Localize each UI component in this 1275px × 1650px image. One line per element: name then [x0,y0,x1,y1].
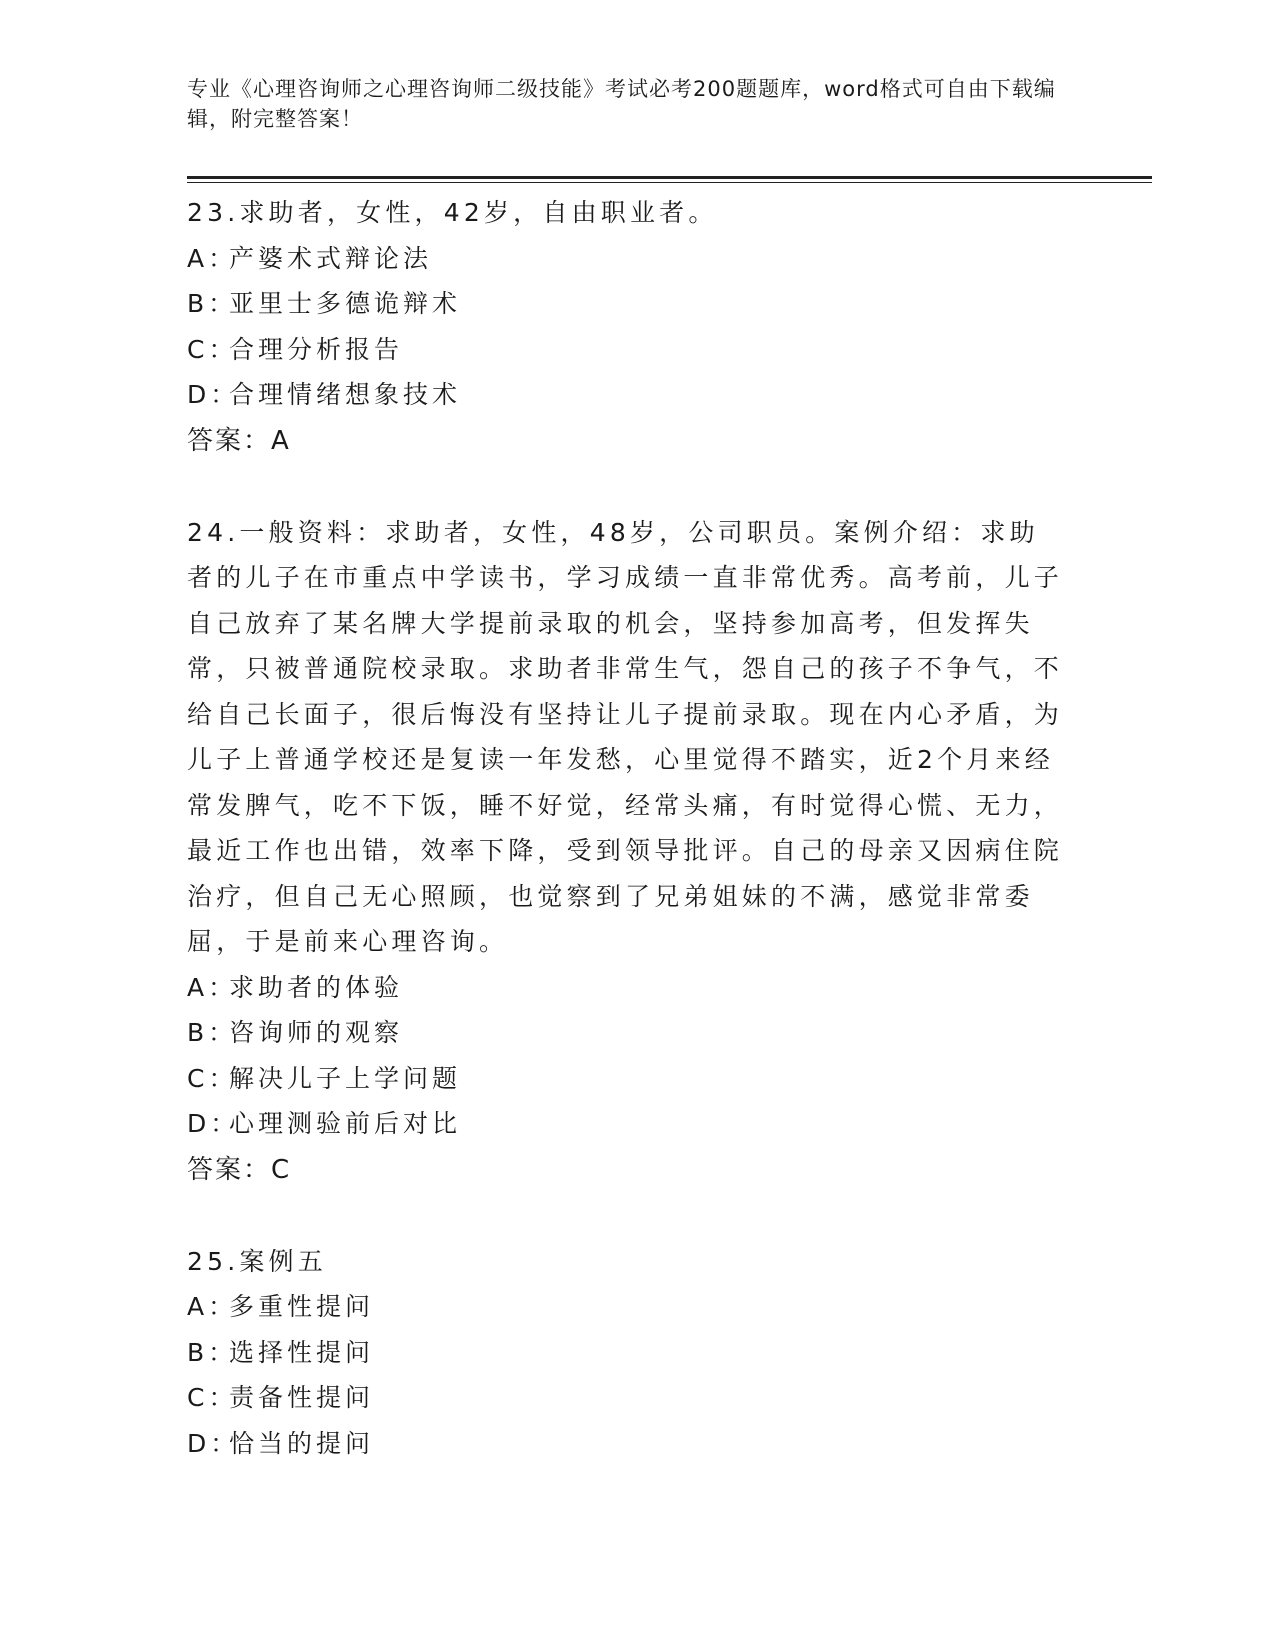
option-text: 求助者的体验 [229,972,404,1002]
option-d [187,1101,1087,1147]
question-stem: 25.案例五 [187,1246,327,1276]
option-text: 解决儿子上学问题 [229,1063,462,1093]
header-divider-thick [187,176,1152,179]
question-24 [187,510,1087,1193]
option-c [187,327,1087,373]
option-a [187,1284,1087,1330]
header-divider-thin [187,182,1152,183]
option-key: B： [187,1337,238,1367]
question-stem: 24.一般资料：求助者，女性，48岁，公司职员。案例介绍：求助者的儿子在市重点中学读书，学习成绩一直非常优秀。高考前，儿子自己放弃了某名牌大学提前录取的机会，坚持参加高考，但发挥失常，只被普通院校录取。求助者非常生气，怨自己的孩子不争气，不给自己长面子，很后悔没有坚持让儿子提前录取。现在内心矛盾，为儿子上普通学校还是复读一年发愁，心里觉得不踏实，近2个月来经常发脾气，吃不下饭，睡不好觉，经常头痛，有时觉得心慌、无力，最近工作也出错，效率下降，受到领导批评。自己的母亲又因病住院治疗，但自己无心照顾，也觉察到了兄弟姐妹的不满，感觉非常委屈，于是前来心理咨询。 [187,517,1064,956]
answer-label: 答案：C [187,1154,292,1185]
option-key: B： [187,1018,238,1047]
option-key: B： [187,289,238,318]
option-text: 产婆术式辩论法 [229,243,433,273]
question-list [187,190,1087,1512]
option-b [187,281,1087,327]
option-text: 心理测验前后对比 [229,1109,462,1138]
option-text: 选择性提问 [229,1337,375,1367]
option-c [187,1375,1087,1421]
option-text: 责备性提问 [229,1383,375,1412]
option-key: D： [187,380,240,409]
question-stem: 23.求助者，女性，42岁，自由职业者。 [187,198,718,227]
question-25 [187,1239,1087,1467]
question-23 [187,190,1087,464]
option-text: 恰当的提问 [229,1428,375,1458]
option-text: 多重性提问 [229,1292,375,1321]
option-key: C： [187,1383,238,1412]
option-key: A： [187,972,238,1002]
option-key: D： [187,1109,240,1138]
option-key: D： [187,1428,240,1458]
option-b [187,1330,1087,1376]
option-key: C： [187,1063,238,1093]
option-key: A： [187,1292,238,1321]
option-a [187,965,1087,1011]
option-b [187,1010,1087,1056]
document-header: 专业《心理咨询师之心理咨询师二级技能》考试必考200题题库，word格式可自由下载编辑，附完整答案！ [187,77,1056,131]
option-a [187,236,1087,282]
option-text: 合理分析报告 [229,334,404,364]
option-key: A： [187,243,238,273]
option-text: 亚里士多德诡辩术 [229,289,462,318]
option-text: 咨询师的观察 [229,1018,404,1047]
option-d [187,1421,1087,1467]
option-d [187,372,1087,418]
option-c [187,1056,1087,1102]
option-key: C： [187,334,238,364]
option-text: 合理情绪想象技术 [229,380,462,409]
answer-label: 答案：A [187,425,291,456]
